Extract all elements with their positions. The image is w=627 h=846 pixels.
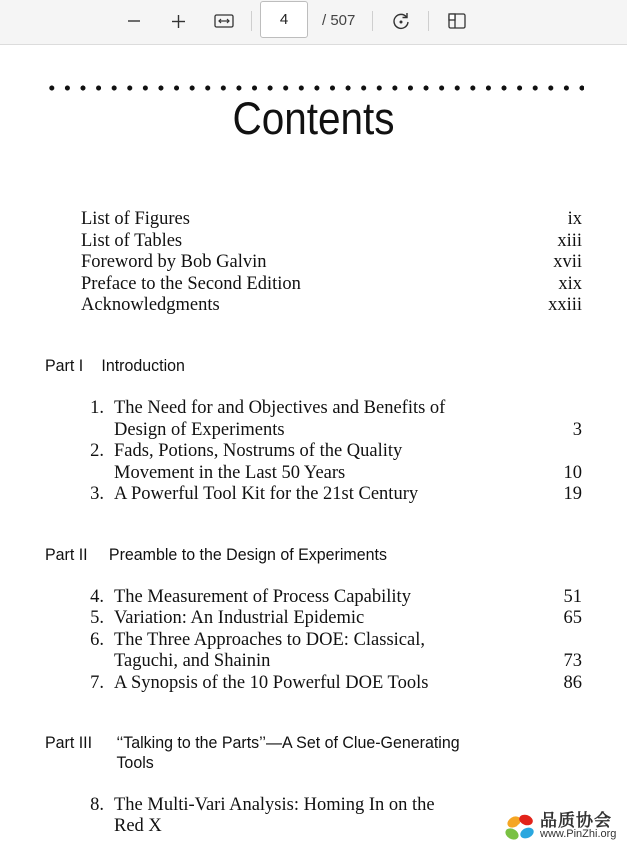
toolbar-separator <box>372 11 373 31</box>
part-heading <box>45 356 185 376</box>
chapter-title-cont[interactable]: Design of Experiments <box>114 420 285 440</box>
chapter-title[interactable]: The Three Approaches to DOE: Classical, <box>114 630 425 650</box>
toolbar-separator <box>251 11 252 31</box>
chapter-page: 3 <box>572 420 582 440</box>
chapter-number: 3. <box>90 484 104 504</box>
minus-icon <box>127 14 141 28</box>
rotate-icon <box>391 11 411 31</box>
chapter-page: 73 <box>563 651 582 671</box>
zoom-out-button[interactable] <box>122 6 146 36</box>
chapter-number: 8. <box>90 795 104 815</box>
chapter-page: 51 <box>563 587 582 607</box>
part-title: Introduction <box>101 356 185 375</box>
toolbar-separator <box>428 11 429 31</box>
rotate-button[interactable] <box>388 6 414 36</box>
chapter-number: 1. <box>90 398 104 418</box>
front-matter-list <box>81 209 582 317</box>
chapter-page: 86 <box>563 673 582 693</box>
chapter-title[interactable]: Fads, Potions, Nostrums of the Quality <box>114 441 403 461</box>
chapter-title[interactable]: Variation: An Industrial Epidemic <box>114 608 365 628</box>
chapter-number: 2. <box>90 441 104 461</box>
part-number: Part I <box>45 356 84 375</box>
part-heading <box>45 545 387 565</box>
watermark-text: 品质协会 <box>540 811 612 831</box>
chapter-title[interactable]: The Need for and Objectives and Benefits of <box>114 398 446 418</box>
chapter-title-cont[interactable]: Taguchi, and Shainin <box>114 651 271 671</box>
chapter-page: 65 <box>563 608 582 628</box>
two-page-view-icon <box>447 12 467 30</box>
part-number: Part II <box>45 545 88 564</box>
toc-entry[interactable]: List of Figures ix <box>81 209 582 229</box>
chapter-title[interactable]: The Multi-Vari Analysis: Homing In on the <box>114 795 435 815</box>
chapter-number: 4. <box>90 587 104 607</box>
chapter-title-cont[interactable]: Movement in the Last 50 Years <box>114 463 346 483</box>
plus-icon <box>171 14 186 29</box>
fit-width-button[interactable] <box>211 6 237 36</box>
toc-entry[interactable]: Foreword by Bob Galvin xvii <box>81 252 582 272</box>
chapter-number: 5. <box>90 608 104 628</box>
zoom-in-button[interactable] <box>166 6 190 36</box>
watermark-url: www.PinZhi.org <box>540 828 617 840</box>
chapter-title-cont[interactable]: Red X <box>114 816 162 836</box>
chapter-title[interactable]: A Powerful Tool Kit for the 21st Century <box>114 484 419 504</box>
page-total: / 507 <box>322 12 356 29</box>
chapter-title[interactable]: A Synopsis of the 10 Powerful DOE Tools <box>114 673 429 693</box>
chapter-title[interactable]: The Measurement of Process Capability <box>114 587 411 607</box>
chapter-number: 7. <box>90 673 104 693</box>
chapter-number: 6. <box>90 630 104 650</box>
toc-entry[interactable]: Preface to the Second Edition xix <box>81 273 582 294</box>
toc-entry[interactable]: Acknowledgments xxiii <box>81 295 582 315</box>
chapter-page: 19 <box>563 484 582 504</box>
part-title: ‘‘Talking to the Parts’’—A Set of Clue-Generating Tools <box>116 733 460 772</box>
page-title: Contents <box>232 93 395 144</box>
watermark-logo <box>500 806 627 846</box>
toc-entry[interactable]: List of Tables xiii <box>81 230 582 251</box>
chapter-page: 10 <box>563 463 582 483</box>
part-title: Preamble to the Design of Experiments <box>108 545 387 564</box>
fit-width-icon <box>214 13 234 29</box>
part-number: Part III <box>45 733 93 752</box>
part-heading <box>45 733 460 773</box>
page-view-button[interactable] <box>444 6 470 36</box>
page-number-input[interactable]: 4 <box>260 1 308 38</box>
dotted-rule <box>44 84 584 92</box>
flower-logo-icon <box>500 808 540 844</box>
pdf-toolbar <box>0 0 627 45</box>
